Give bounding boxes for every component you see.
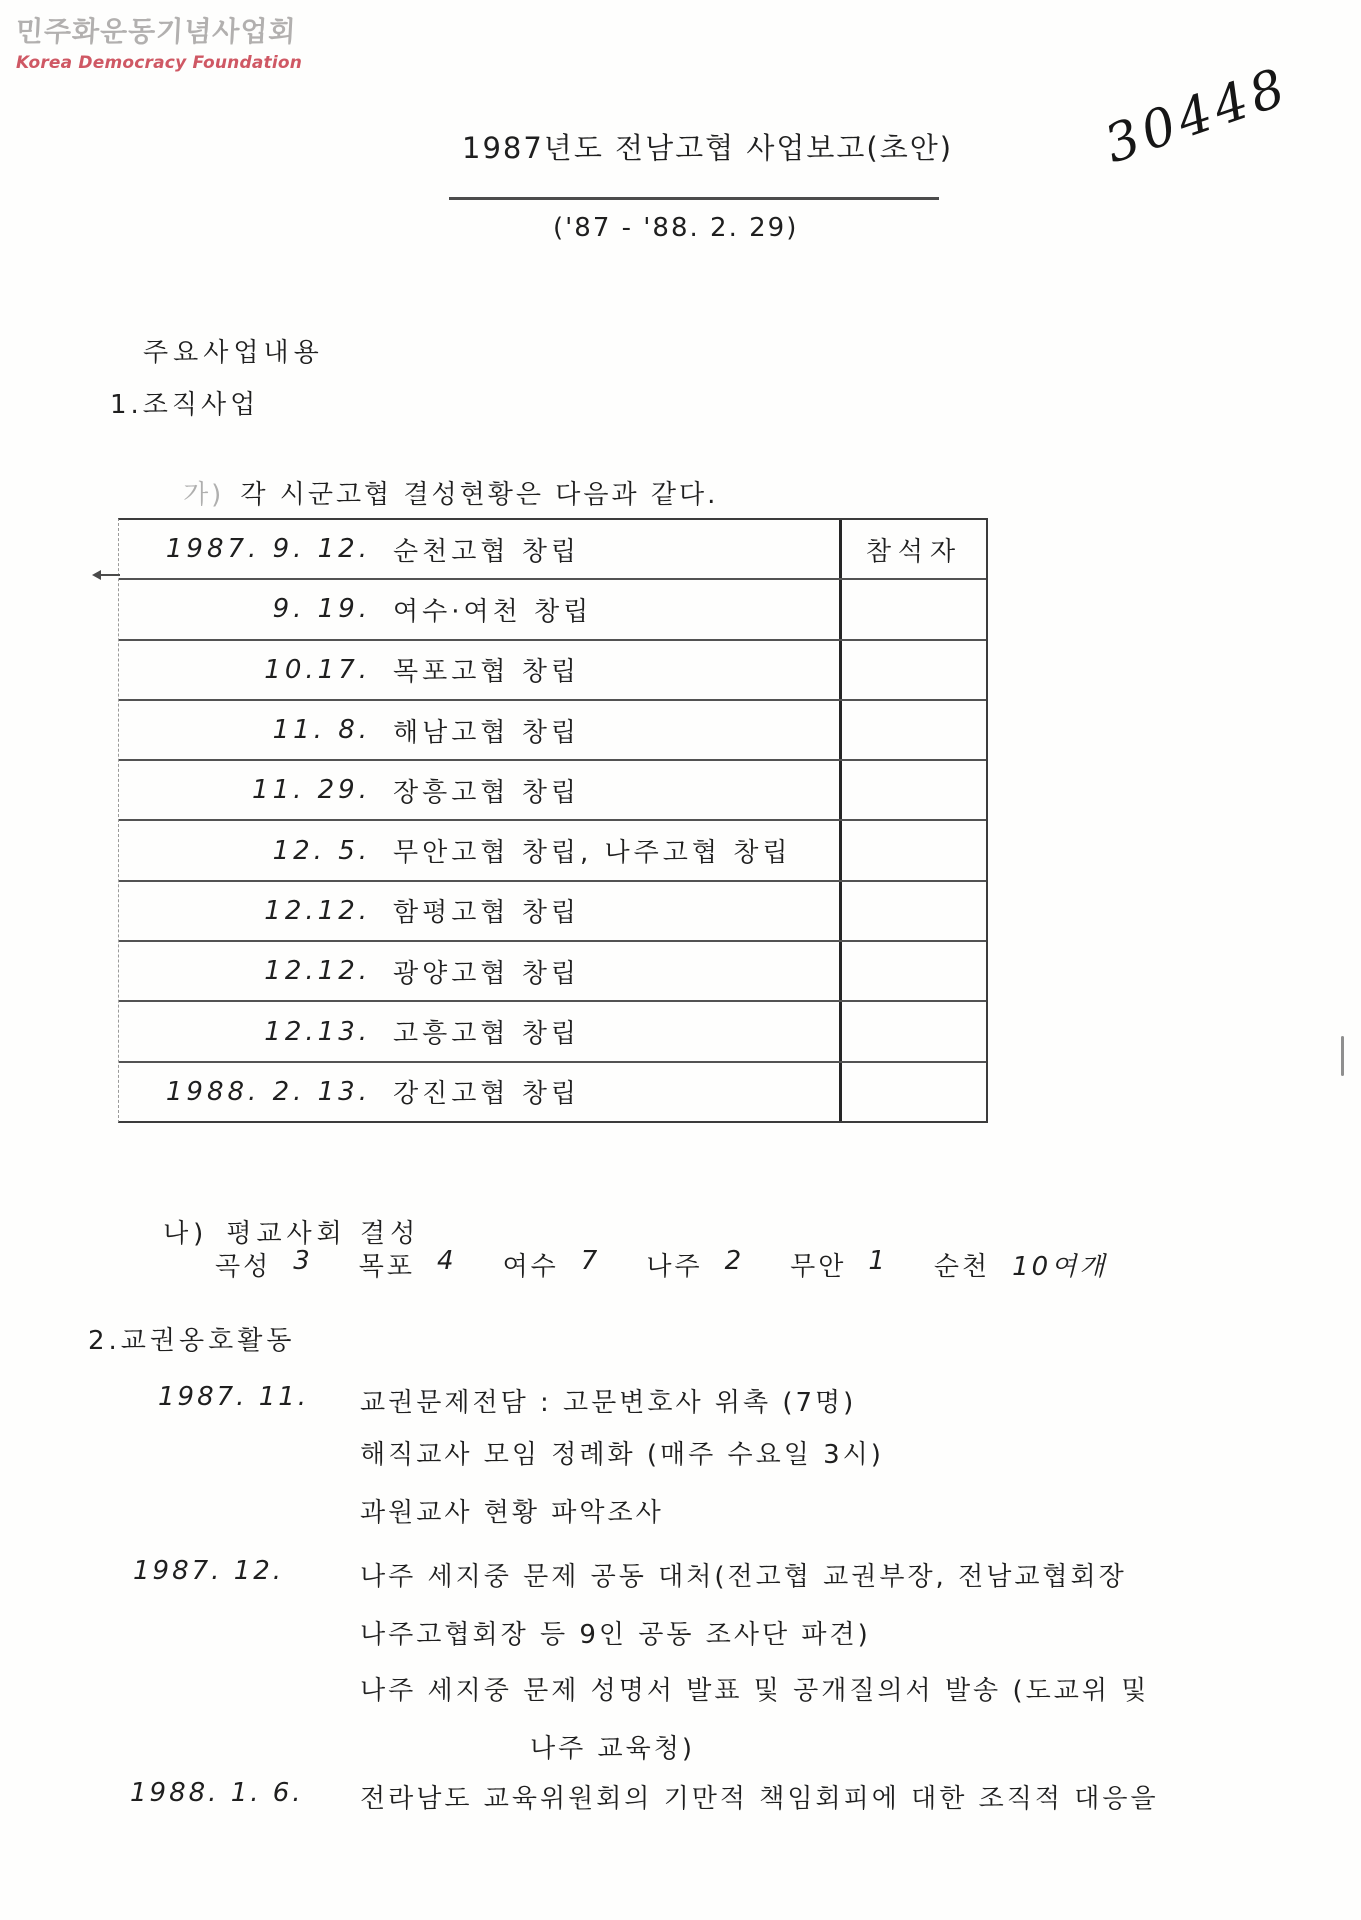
attendee-column-header: 참석자 bbox=[865, 536, 963, 567]
scan-artifact-margin-tick bbox=[1341, 1036, 1344, 1076]
row-date: 10.17. bbox=[264, 654, 371, 685]
stat-region: 목포 bbox=[358, 1252, 416, 1282]
row-date: 12.12. bbox=[264, 895, 371, 926]
title-underline bbox=[449, 197, 939, 200]
entry-line: 나주 세지중 문제 공동 대처(전고협 교권부장, 전남교협회장 bbox=[360, 1562, 1127, 1592]
table-cell-event bbox=[119, 942, 842, 1000]
row-date: 11. 29. bbox=[252, 775, 371, 806]
row-event: 고흥고협 창립 bbox=[393, 1019, 580, 1050]
entry-line: 전라남도 교육위원회의 기만적 책임회피에 대한 조직적 대응을 bbox=[360, 1784, 1159, 1814]
row-event: 무안고협 창립, 나주고협 창립 bbox=[393, 838, 792, 869]
table-row bbox=[119, 520, 986, 580]
row-date: 9. 19. bbox=[272, 594, 371, 625]
table-cell-attendees bbox=[842, 1063, 986, 1121]
founding-dates-table bbox=[118, 518, 988, 1123]
row-event: 순천고협 창립 bbox=[393, 536, 580, 567]
stat-count: 2 bbox=[724, 1246, 745, 1276]
handwritten-archive-number: 30448 bbox=[1097, 56, 1298, 176]
table-row bbox=[119, 942, 986, 1002]
stat-count: 7 bbox=[580, 1246, 601, 1276]
stat-region: 곡성 bbox=[215, 1252, 272, 1282]
row-event: 목포고협 창립 bbox=[393, 657, 580, 688]
row-date: 1988. 2. 13. bbox=[165, 1076, 371, 1107]
table-row bbox=[119, 761, 986, 821]
table-cell-attendees bbox=[842, 580, 986, 638]
table-cell-event bbox=[119, 701, 842, 759]
stat-region: 무안 bbox=[790, 1252, 847, 1282]
table-cell-event bbox=[119, 580, 842, 638]
entry-line: 과원교사 현황 파악조사 bbox=[360, 1498, 664, 1528]
row-event: 해남고협 창립 bbox=[393, 717, 580, 748]
table-cell-event bbox=[119, 761, 842, 819]
table-cell-attendees bbox=[842, 942, 986, 1000]
row-date: 11. 8. bbox=[272, 715, 371, 746]
table-cell-attendees bbox=[842, 761, 986, 819]
archive-logo bbox=[16, 10, 302, 73]
table-cell-attendees bbox=[842, 701, 986, 759]
archive-logo-english: Korea Democracy Foundation bbox=[16, 53, 303, 73]
table-row bbox=[119, 580, 986, 640]
table-cell-attendees bbox=[842, 520, 986, 578]
list-marker-na: 나) bbox=[163, 1219, 209, 1249]
list-marker-ga: 가) bbox=[183, 480, 225, 510]
stat-region: 여수 bbox=[502, 1252, 559, 1282]
table-cell-event bbox=[119, 520, 842, 578]
stat-count: 10여개 bbox=[1012, 1252, 1108, 1282]
document-title: 1987년도 전남고협 사업보고(초안) bbox=[462, 131, 954, 165]
table-row bbox=[119, 1002, 986, 1062]
table-cell-attendees bbox=[842, 882, 986, 940]
entry-line: 해직교사 모임 정례화 (매주 수요일 3시) bbox=[360, 1440, 884, 1470]
stat-region: 나주 bbox=[646, 1252, 703, 1282]
stat-count: 1 bbox=[868, 1246, 888, 1276]
row-date: 12.12. bbox=[264, 956, 371, 987]
table-row bbox=[119, 882, 986, 942]
section2-heading: 2.교권옹호활동 bbox=[88, 1326, 296, 1356]
row-event: 강진고협 창립 bbox=[393, 1079, 580, 1110]
stat-pair bbox=[359, 1246, 457, 1283]
table-cell-attendees bbox=[842, 821, 986, 879]
overview-heading: 주요사업내용 bbox=[143, 338, 324, 368]
entry-line: 교권문제전담 : 고문변호사 위촉 (7명) bbox=[360, 1388, 857, 1418]
stat-pair bbox=[646, 1246, 744, 1283]
table-row bbox=[119, 821, 986, 881]
table-cell-event bbox=[119, 1002, 842, 1060]
stat-pair bbox=[934, 1246, 1108, 1283]
stat-count: 4 bbox=[437, 1246, 457, 1276]
scan-artifact-arrow bbox=[100, 574, 120, 576]
row-date: 12.13. bbox=[264, 1016, 371, 1047]
section1-intro-text: 각 시군고협 결성현황은 다음과 같다. bbox=[240, 480, 719, 510]
row-event: 광양고협 창립 bbox=[393, 958, 580, 989]
table-row bbox=[119, 1063, 986, 1121]
row-event: 함평고협 창립 bbox=[393, 898, 580, 929]
report-period: ('87 - '88. 2. 29) bbox=[553, 213, 799, 243]
stat-pair bbox=[503, 1246, 601, 1283]
row-event: 장흥고협 창립 bbox=[393, 777, 580, 808]
row-date: 1987. 9. 12. bbox=[165, 534, 371, 565]
table-cell-attendees bbox=[842, 641, 986, 699]
entry-line: 나주 세지중 문제 성명서 발표 및 공개질의서 발송 (도교위 및 bbox=[360, 1676, 1150, 1706]
archive-logo-korean: 민주화운동기념사업회 bbox=[15, 15, 298, 48]
table-cell-attendees bbox=[842, 1002, 986, 1060]
table-cell-event bbox=[119, 882, 842, 940]
stat-count: 3 bbox=[293, 1246, 313, 1276]
entry-line: 나주 교육청) bbox=[530, 1734, 695, 1764]
stat-pair bbox=[215, 1246, 313, 1283]
entry-date: 1987. 11. bbox=[158, 1382, 310, 1412]
stat-region: 순천 bbox=[933, 1252, 991, 1282]
section1-heading: 1.조직사업 bbox=[110, 390, 260, 420]
row-date: 12. 5. bbox=[272, 835, 371, 866]
entry-date: 1987. 12. bbox=[133, 1556, 285, 1586]
table-row bbox=[119, 641, 986, 701]
table-cell-event bbox=[119, 641, 842, 699]
table-cell-event bbox=[119, 821, 842, 879]
entry-date: 1988. 1. 6. bbox=[130, 1778, 304, 1808]
regional-council-counts bbox=[215, 1246, 1107, 1283]
row-event: 여수·여천 창립 bbox=[393, 596, 593, 627]
entry-line: 나주고협회장 등 9인 공동 조사단 파견) bbox=[360, 1620, 871, 1650]
subsection-title: 평교사회 결성 bbox=[226, 1219, 421, 1249]
table-cell-event bbox=[119, 1063, 842, 1121]
stat-pair bbox=[790, 1246, 888, 1283]
table-row bbox=[119, 701, 986, 761]
